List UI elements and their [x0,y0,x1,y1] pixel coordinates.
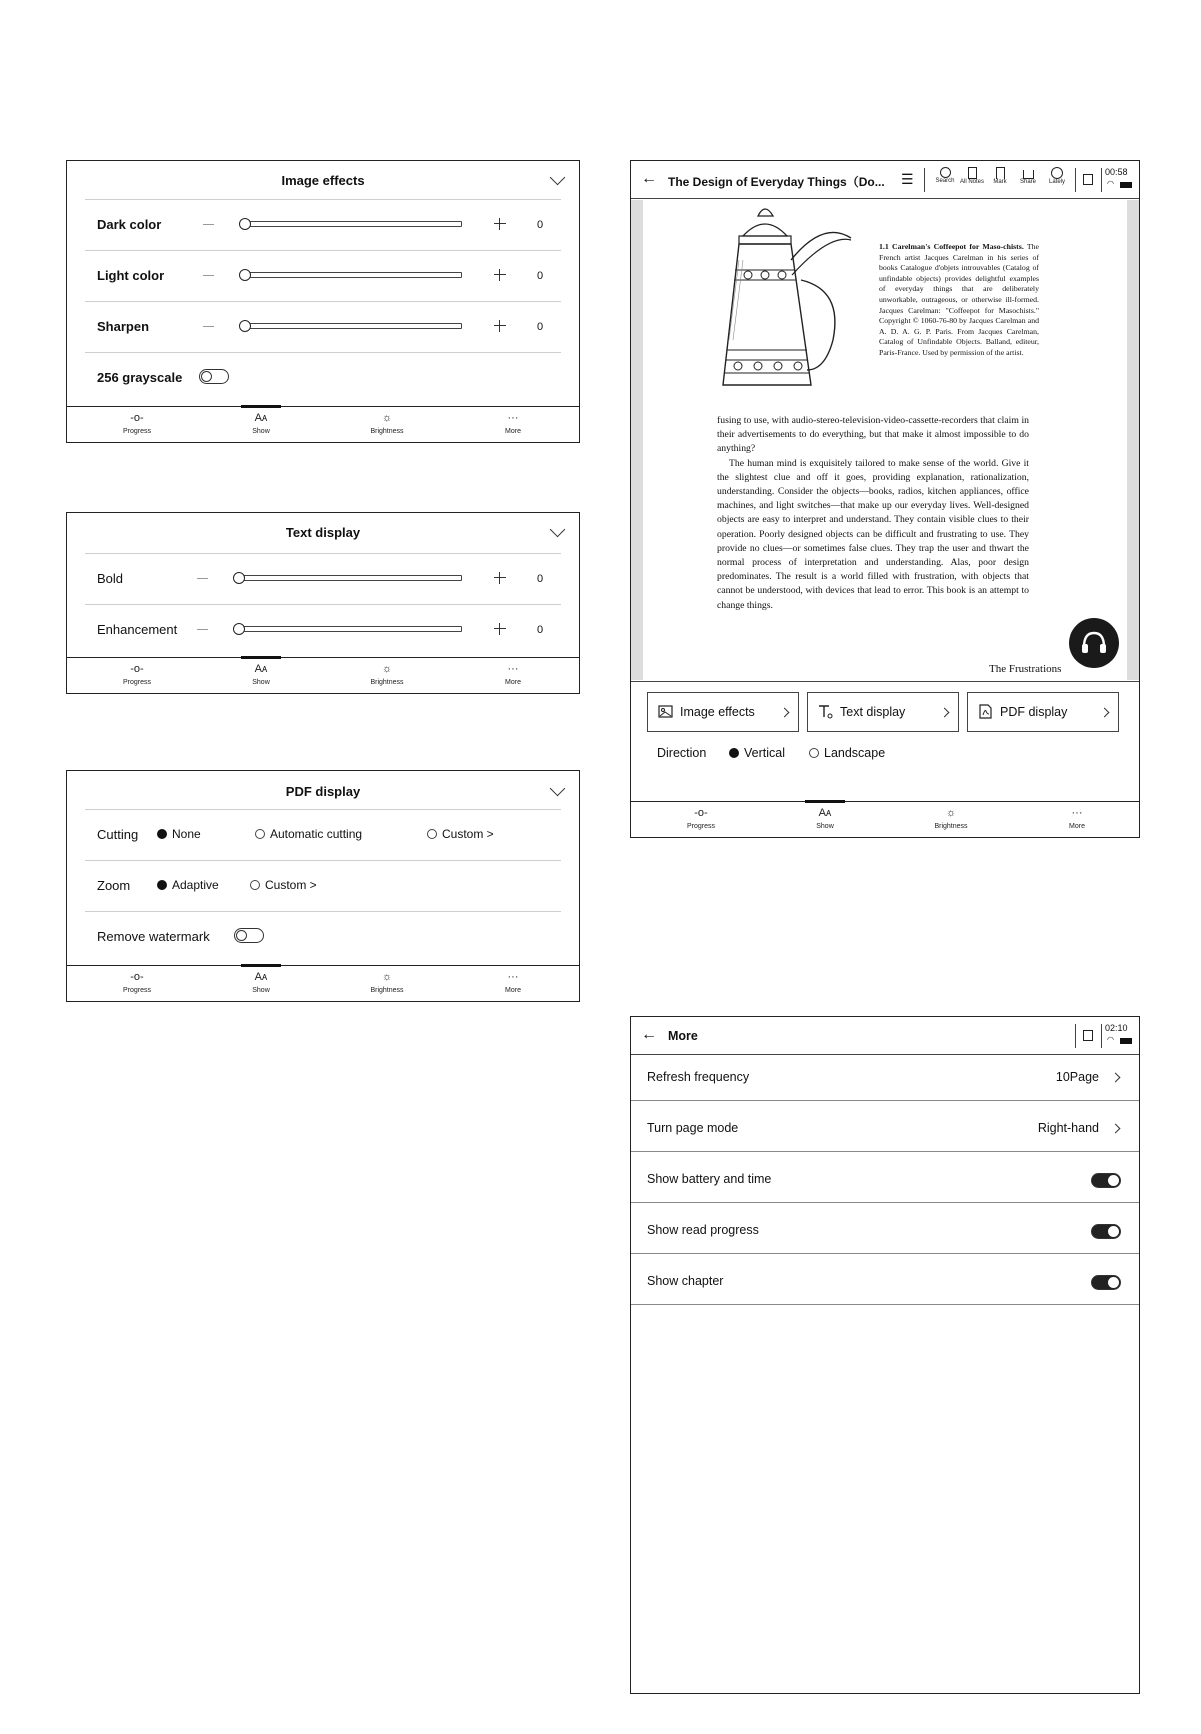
tab-label: More [505,987,521,994]
tab-progress[interactable] [661,802,741,838]
tab-label: Show [816,823,834,830]
reader-header [631,161,1139,199]
tab-show[interactable] [221,407,301,443]
tab-brightness[interactable] [347,966,427,1002]
tab-brightness[interactable] [347,658,427,694]
decrease-button[interactable] [203,275,214,276]
chevron-right-icon [1100,708,1110,718]
increase-button[interactable] [494,218,506,230]
tab-show[interactable] [221,966,301,1002]
progress-icon: -o- [130,412,144,424]
font-icon: Aᴀ [254,971,268,983]
row-label: Refresh frequency [647,1070,750,1084]
bold-row [67,553,579,604]
zoom-adaptive-radio[interactable]: Adaptive [157,878,219,892]
direction-vertical-radio[interactable]: Vertical [729,746,785,760]
window-switch-icon[interactable] [1083,1030,1093,1041]
button-label: Text display [840,705,906,719]
dots-icon: ··· [507,971,519,983]
header-divider [1101,1024,1102,1048]
dots-icon: ··· [507,412,519,424]
grayscale-toggle[interactable] [199,369,229,384]
row-label: Remove watermark [97,929,210,944]
row-label: 256 grayscale [97,370,183,385]
light-color-row [67,250,579,301]
lately-button[interactable]: Lately [1044,167,1070,185]
slider-thumb[interactable] [233,623,245,635]
row-label: Bold [97,571,124,586]
watermark-row [67,911,579,962]
bold-slider[interactable] [234,575,462,581]
bottom-tab-bar [67,657,579,693]
row-label: Enhancement [97,622,178,637]
refresh-frequency-row[interactable] [631,1055,1139,1101]
row-label: Sharpen [97,319,150,334]
text-icon [818,704,833,719]
tab-show[interactable] [785,802,865,838]
show-settings-area [631,681,1139,801]
dark-color-slider[interactable] [240,221,462,227]
font-icon: Aᴀ [254,412,268,424]
dots-icon: ··· [1071,807,1083,819]
slider-value: 0 [537,624,544,636]
show-battery-time-row [631,1157,1139,1203]
search-icon [940,167,951,178]
progress-icon: -o- [130,971,144,983]
header-divider [1075,168,1076,192]
direction-landscape-radio[interactable]: Landscape [809,746,885,760]
tab-label: Show [252,428,270,435]
caption-heading: 1.1 Carelman's Coffeepot for Maso-chists. [879,242,1024,251]
page-content [631,200,1139,680]
chevron-right-icon [780,708,790,718]
light-color-slider[interactable] [240,272,462,278]
cutting-custom-radio[interactable]: Custom > [427,827,494,841]
tab-label: Brightness [370,679,404,686]
increase-button[interactable] [494,572,506,584]
share-icon [1023,170,1034,179]
text-display-panel [66,512,580,694]
sun-icon: ☼ [381,663,393,675]
panel-title: Text display [285,525,361,540]
show-chapter-row [631,1259,1139,1305]
body-text [717,414,1029,613]
tab-label: More [505,428,521,435]
image-icon [658,704,673,719]
tab-brightness[interactable] [347,407,427,443]
tab-label: Brightness [370,428,404,435]
paragraph: fusing to use, with audio-stereo-television-video-cassette-recorders that claim in their advertisements to do everything, but that make it almost impossible to do anything? [717,415,1029,455]
back-arrow-icon[interactable]: ← [641,1026,657,1043]
window-switch-icon[interactable] [1083,174,1093,185]
show-read-progress-toggle[interactable] [1091,1224,1121,1239]
slider-thumb[interactable] [239,320,251,332]
font-icon: Aᴀ [818,807,832,819]
tab-progress[interactable] [97,658,177,694]
text-display-button[interactable] [807,692,959,732]
font-icon: Aᴀ [254,663,268,675]
header-divider [924,168,925,192]
sun-icon: ☼ [381,412,393,424]
caption-body: The French artist Jacques Carelman in his series of books Catalogue d'objets introuvables (Catalog of unfindable objects) provides delightful examples of everyday things that are deliberately unworkable, outrageous, or otherwise ill-formed. Jacques Carelman: "Coffeepot for Masochists." Copyright © 1060-76-80 by Jacques Carelman and A. D. A. G. P. Paris. From Jacques Carelman, Catalog of Unfindable Objects. Balland, editeur, Paris-France. Used by permission of the artist. [879,242,1039,357]
tab-more[interactable] [1037,802,1117,838]
decrease-button[interactable] [197,578,208,579]
search-button[interactable]: Search [933,167,957,184]
cutting-automatic-radio[interactable]: Automatic cutting [255,827,362,841]
more-header [631,1017,1139,1055]
share-button[interactable]: Share [1016,167,1040,185]
slider-thumb[interactable] [239,218,251,230]
pdf-display-button[interactable] [967,692,1119,732]
remove-watermark-toggle[interactable] [234,928,264,943]
cutting-row [67,809,579,860]
chevron-right-icon [1111,1124,1121,1134]
slider-value: 0 [537,321,544,333]
sun-icon: ☼ [945,807,957,819]
tab-label: Progress [122,987,151,994]
book-title: The Design of Everyday Things（Do... [668,175,885,189]
slider-value: 0 [537,270,544,282]
paragraph: The human mind is exquisitely tailored to make sense of the world. Give it the slightest clue and off it goes, providing explanation, rationalization, understanding. Consider the objects—books, radios, kitchen appliances, office machines, and light switches—that make up our everyday lives. Well-designed objects are easy to interpret and understand. They contain visible clues to their operation. Poorly designed objects can be difficult and frustrating to use. They provide no clues—or sometimes false clues. They trap the user and thwart the normal process of interpretation and understanding. Alas, poor design predominates. The result is a world filled with frustration, with objects that cannot be understood, with devices that lead to error. This book is an attempt to change things. [717,457,1029,611]
tab-progress[interactable] [97,966,177,1002]
image-effects-button[interactable] [647,692,799,732]
reader-screen [630,160,1140,838]
tab-label: Show [252,679,270,686]
row-label: Show battery and time [647,1172,772,1186]
tab-label: Progress [686,823,715,830]
sharpen-row [67,301,579,352]
slider-value: 0 [537,219,544,231]
slider-thumb[interactable] [233,572,245,584]
chevron-right-icon [1111,1073,1121,1083]
button-label: PDF display [1000,705,1068,719]
chevron-right-icon [940,708,950,718]
wifi-icon: ◠ [1107,179,1114,188]
tab-show[interactable] [221,658,301,694]
row-label: Dark color [97,217,162,232]
tab-progress[interactable] [97,407,177,443]
image-effects-panel [66,160,580,443]
direction-label: Direction [657,746,707,760]
figure-caption [879,242,1039,359]
row-label: Light color [97,268,165,283]
cutting-none-radio[interactable]: None [157,827,201,841]
mark-button[interactable]: Mark [988,167,1012,185]
row-label: Show read progress [647,1223,759,1237]
sharpen-slider[interactable] [240,323,462,329]
show-chapter-toggle[interactable] [1091,1275,1121,1290]
page-title: More [668,1029,698,1043]
pdf-icon [978,704,993,719]
row-value: Right-hand [1037,1121,1099,1135]
battery-icon [1120,1038,1132,1044]
sun-icon: ☼ [381,971,393,983]
status-time: 02:10 [1105,1023,1128,1033]
button-label: Image effects [680,705,755,719]
row-label: Show chapter [647,1274,724,1288]
tab-label: Brightness [934,823,968,830]
zoom-custom-radio[interactable]: Custom > [250,878,317,892]
turn-page-mode-row[interactable] [631,1106,1139,1152]
notes-icon [968,167,977,179]
tab-label: More [1069,823,1085,830]
wifi-icon: ◠ [1107,1035,1114,1044]
decrease-button[interactable] [203,326,214,327]
row-label: Turn page mode [647,1121,739,1135]
header-divider [1101,168,1102,192]
header-divider [1075,1024,1076,1048]
zoom-row [67,860,579,911]
enhancement-row [67,604,579,655]
back-arrow-icon[interactable]: ← [641,170,657,187]
pdf-display-panel [66,770,580,1002]
bottom-tab-bar [631,801,1139,837]
tab-label: Progress [122,679,151,686]
bottom-tab-bar [67,406,579,442]
audio-button[interactable] [1069,618,1119,668]
battery-icon [1120,182,1132,188]
progress-icon: -o- [694,807,708,819]
grayscale-row [67,352,579,403]
tab-label: Progress [122,428,151,435]
tab-label: More [505,679,521,686]
panel-title: Image effects [281,173,365,188]
decrease-button[interactable] [197,629,208,630]
status-time: 00:58 [1105,167,1128,177]
slider-value: 0 [537,573,544,585]
tab-more[interactable] [473,407,553,443]
show-battery-time-toggle[interactable] [1091,1173,1121,1188]
increase-button[interactable] [494,623,506,635]
bottom-tab-bar [67,965,579,1001]
increase-button[interactable] [494,320,506,332]
panel-title: PDF display [285,784,361,799]
page-footer-text: The Frustrations [989,663,1062,675]
bookmark-icon [996,167,1005,179]
all-notes-button[interactable]: All Notes [956,167,988,185]
dark-color-row [67,199,579,250]
enhancement-slider[interactable] [234,626,462,632]
row-value: 10Page [1055,1070,1099,1084]
tab-more[interactable] [473,658,553,694]
history-icon [1051,167,1063,179]
headphones-icon [1081,631,1107,655]
more-screen [630,1016,1140,1694]
row-label: Zoom [97,878,131,893]
slider-thumb[interactable] [239,269,251,281]
progress-icon: -o- [130,663,144,675]
row-label: Cutting [97,827,139,842]
tab-label: Show [252,987,270,994]
decrease-button[interactable] [203,224,214,225]
tab-label: Brightness [370,987,404,994]
increase-button[interactable] [494,269,506,281]
coffeepot-illustration [703,200,873,410]
toc-icon[interactable]: ☰ [901,171,914,187]
dots-icon: ··· [507,663,519,675]
tab-brightness[interactable] [911,802,991,838]
tab-more[interactable] [473,966,553,1002]
show-read-progress-row [631,1208,1139,1254]
